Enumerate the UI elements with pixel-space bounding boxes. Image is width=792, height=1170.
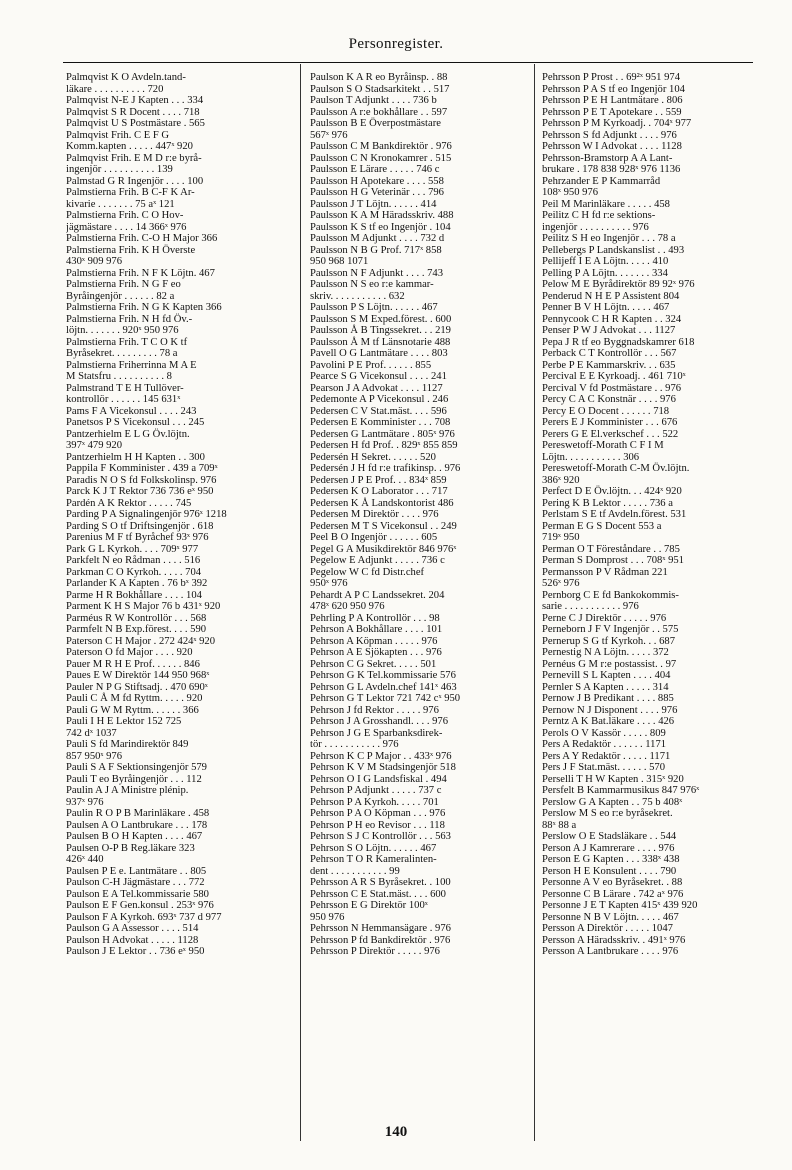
register-entry: 386ˣ 920 — [542, 474, 580, 486]
register-entry: Persfelt B Kammarmusikus 847 976ˣ — [542, 785, 700, 796]
register-entry: Paulson T Adjunkt . . . . 736 b — [310, 95, 437, 106]
register-column-1 — [66, 72, 264, 1140]
register-entry: Pehrsson A R S Byråsekret. . 100 — [310, 877, 451, 888]
register-entry: Pehrsson P Direktör . . . . . 976 — [310, 946, 440, 957]
register-entry: Palmqvist S R Docent . . . . 718 — [66, 106, 200, 118]
register-entry: Pehrson C G Sekret. . . . . 501 — [310, 658, 437, 670]
register-entry: Pedersen G Lantmätare . 805ˣ 976 — [310, 428, 455, 440]
register-entry: Paulson C-H Jägmästare . . . 772 — [66, 877, 205, 888]
register-entry: Pauli T eo Byråingenjör . . . 112 — [66, 773, 202, 785]
register-entry: Pernborg C E fd Bankokommis- — [542, 589, 679, 601]
register-entry: Paulsson C M Bankdirektör . 976 — [310, 141, 452, 152]
register-entry: 526ˣ 976 — [542, 578, 580, 589]
register-entry: 108ˣ 950 976 — [542, 187, 599, 198]
register-entry: Paulsson M Adjunkt . . . . 732 d — [310, 233, 445, 244]
register-entry: Byråingenjör . . . . . . 82 a — [66, 290, 175, 302]
register-entry: Pehrson A E Sjökapten . . . 976 — [310, 647, 442, 658]
header-rule — [63, 62, 753, 63]
register-entry: Pauli I H E Lektor 152 725 — [66, 716, 182, 727]
register-entry: Pehrson J G E Sparbanksdirek- — [310, 727, 443, 739]
register-entry: Peil M Marinläkare . . . . . 458 — [542, 198, 670, 210]
register-entry: Pauli G W M Ryttm. . . . . . 366 — [66, 704, 199, 716]
register-entry: Paulsson Å M tf Länsnotarie 488 — [310, 336, 451, 348]
register-entry: Paulsson B E Överpostmästare — [310, 118, 441, 129]
page-title: Personregister. — [348, 36, 444, 52]
register-entry: Pearce S G Vicekonsul . . . . 241 — [310, 371, 447, 382]
register-entry: Parding P A Signalingenjör 976ˣ 1218 — [66, 509, 227, 520]
register-entry: Penser P W J Advokat . . . 1127 — [542, 325, 676, 336]
register-entry: Pehrson K V M Stadsingenjör 518 — [310, 762, 456, 773]
register-entry: Paulsson N S eo r:e kammar- — [310, 279, 434, 290]
register-entry: Palmstierna Friherrinna M A E — [66, 359, 197, 371]
register-entry: Paulsson J T Löjtn. . . . . . 414 — [310, 198, 437, 210]
register-entry: Pehrsson P E T Apotekare . . 559 — [542, 106, 682, 118]
register-entry: Pehrson P A O Köpman . . . 976 — [310, 808, 446, 819]
register-entry: 478ˣ 620 950 976 — [310, 601, 385, 612]
register-entry: Pers A Redaktör . . . . . . 1171 — [542, 739, 667, 750]
register-entry: Pauli C Å M fd Ryttm. . . . . 920 — [66, 693, 203, 704]
register-entry: Pehrsson W I Advokat . . . . 1128 — [542, 141, 682, 152]
register-entry: Pernow N J Disponent . . . . 976 — [542, 704, 678, 716]
register-entry: Palmstierna Frih. T C O K tf — [66, 336, 188, 348]
register-entry: Pedersen M Direktör . . . . 976 — [310, 509, 439, 520]
register-entry: Löjtn. . . . . . . . . . . 306 — [542, 451, 640, 463]
register-entry: Pauli S A F Sektionsingenjör 579 — [66, 762, 207, 773]
register-entry: jägmästare . . . . 14 366ˣ 976 — [66, 221, 187, 233]
register-entry: Perneborn J F V Ingenjör . . 575 — [542, 624, 679, 635]
register-entry: Pehrsson P M Kyrkoadj. . 704ˣ 977 — [542, 118, 692, 129]
register-entry: Pedersén H Sekret. . . . . . 520 — [310, 451, 436, 463]
register-entry: Peel B O Ingenjör . . . . . . 605 — [310, 532, 438, 543]
register-entry: Pehrson G K Tel.kommissarie 576 — [310, 670, 456, 681]
register-entry: Park G L Kyrkoh. . . . 709ˣ 977 — [66, 543, 199, 555]
register-entry: Perbe P E Kammarskriv. . . 635 — [542, 359, 676, 371]
register-entry: Pedersen H fd Prof. . 829ˣ 855 859 — [310, 440, 458, 451]
register-entry: Paulson S O Stadsarkitekt . . 517 — [310, 83, 450, 95]
register-column-2 — [310, 72, 508, 1140]
page-number: 140 — [384, 1124, 408, 1140]
register-entry: Personne J E T Kapten 415ˣ 439 920 — [542, 900, 698, 911]
register-entry: Persson A Häradsskriv. . 491ˣ 976 — [542, 934, 686, 946]
register-entry: Pedersén J H fd r:e trafikinsp. . 976 — [310, 463, 461, 474]
register-entry: Perers E J Komminister . . . 676 — [542, 417, 678, 428]
register-entry: kontrollör . . . . . . 145 631ˣ — [66, 394, 181, 405]
register-entry: 950ˣ 976 — [310, 578, 348, 589]
register-entry: Pehrling P A Kontrollör . . . 98 — [310, 612, 440, 624]
register-entry: Paulsson N F Adjunkt . . . . 743 — [310, 267, 444, 279]
register-entry: Pering K B Lektor . . . . . 736 a — [542, 497, 673, 509]
register-entry: Pers J F Stat.mäst. . . . . . 570 — [542, 762, 666, 773]
register-entry: 719ˣ 950 — [542, 532, 580, 543]
register-entry: Perers G E El.verkschef . . . 522 — [542, 428, 679, 440]
register-entry: Pers A Y Redaktör . . . . . 1171 — [542, 750, 671, 762]
register-entry: Paulsson A r:e bokhållare . . 597 — [310, 106, 448, 118]
register-entry: Pellebergs P Landskanslist . . 493 — [542, 244, 685, 256]
register-entry: Persson A Lantbrukare . . . . 976 — [542, 946, 679, 957]
register-entry: Pernler S A Kapten . . . . . 314 — [542, 681, 669, 693]
register-entry: Pehrsson C E Stat.mäst. . . . 600 — [310, 888, 446, 900]
register-entry: Palmstierna Frih. C O Hov- — [66, 210, 184, 221]
register-entry: Parenius M F tf Byråchef 93ˣ 976 — [66, 532, 209, 543]
register-entry: Percival V fd Postmästare . . 976 — [542, 382, 682, 394]
register-entry: Pelling P A Löjtn. . . . . . . 334 — [542, 267, 668, 279]
register-entry: Perne C J Direktör . . . . . 976 — [542, 612, 667, 624]
register-entry: Pehrsson-Bramstorp A A Lant- — [542, 152, 673, 164]
register-entry: Pelow M E Byrådirektör 89 92ˣ 976 — [542, 279, 695, 290]
register-entry: Palmstad G R Ingenjör . . . . 100 — [66, 175, 204, 187]
register-entry: Paulsson K S tf eo Ingenjör . 104 — [310, 221, 451, 233]
register-entry: Pernéus G M r:e postassist. . 97 — [542, 658, 677, 670]
register-entry: Perman S Domprost . . . 708ˣ 951 — [542, 555, 684, 566]
register-entry: Pehrson P A Kyrkoh. . . . . 701 — [310, 796, 439, 808]
register-entry: Pehrson A Köpman . . . . . 976 — [310, 635, 438, 647]
register-entry: Paulsen P E e. Lantmätare . . 805 — [66, 865, 207, 877]
register-entry: Paulsson Å B Tingssekret. . . 219 — [310, 325, 451, 336]
register-entry: Panetsos P S Vicekonsul . . . 245 — [66, 417, 205, 428]
register-entry: Pehrson A Bokhållare . . . . 101 — [310, 624, 443, 635]
register-entry: Perback C T Kontrollör . . . 567 — [542, 348, 677, 359]
register-entry: Person A J Kamrerare . . . . 976 — [542, 842, 675, 854]
register-entry: Pehrson S O Löjtn. . . . . . 467 — [310, 842, 437, 854]
register-entry: Pehrsson P fd Bankdirektör . 976 — [310, 934, 451, 946]
register-entry: Paulson H Advokat . . . . . 1128 — [66, 934, 199, 946]
register-entry: Perman E G S Docent 553 a — [542, 520, 662, 532]
register-entry: Pernevill S L Kapten . . . . 404 — [542, 670, 671, 681]
register-entry: Paulson E A Tel.kommissarie 580 — [66, 888, 209, 900]
register-entry: Pepa J R tf eo Byggnadskamrer 618 — [542, 336, 695, 348]
register-entry: Perols O V Kassör . . . . . 809 — [542, 727, 666, 739]
register-entry: 567ˣ 976 — [310, 129, 348, 141]
register-entry: Pehrson K C P Major . . 433ˣ 976 — [310, 750, 452, 762]
register-entry: M Statsfru . . . . . . . . . . 8 — [66, 371, 172, 382]
register-entry: Permansson P V Rådman 221 — [542, 566, 668, 578]
register-entry: Parck K J T Rektor 736 736 eˣ 950 — [66, 486, 214, 497]
register-entry: Paulson E F Gen.konsul . 253ˣ 976 — [66, 900, 214, 911]
register-entry: 742 dˣ 1037 — [66, 727, 117, 739]
register-entry: Parméus R W Kontrollör . . . 568 — [66, 612, 207, 624]
register-entry: Parkman C O Kyrkoh. . . . . 704 — [66, 566, 202, 578]
register-entry: Percy E O Docent . . . . . . 718 — [542, 405, 670, 417]
register-entry: Pehrsson S fd Adjunkt . . . . 976 — [542, 129, 677, 141]
register-entry: Paulin A J A Ministre plénip. — [66, 785, 189, 796]
register-entry: Pedersen J P E Prof. . . 834ˣ 859 — [310, 474, 447, 486]
register-entry: Penner B V H Löjtn. . . . . 467 — [542, 302, 670, 313]
register-entry: Perslow M S eo r:e byråsekret. — [542, 808, 673, 819]
register-entry: Pehrson J A Grosshandl. . . . 976 — [310, 716, 449, 727]
register-entry: Pedemonte A P Vicekonsul . 246 — [310, 394, 449, 405]
register-entry: Palmstierna Frih. N G F eo — [66, 279, 181, 290]
register-entry: löjtn. . . . . . . 920ˣ 950 976 — [66, 325, 179, 336]
register-entry: Perfect D E Öv.löjtn. . . 424ˣ 920 — [542, 486, 682, 497]
register-entry: Pernerup S G tf Kyrkoh. . . 687 — [542, 635, 675, 647]
register-entry: kivarie . . . . . . . 75 aˣ 121 — [66, 198, 175, 210]
register-entry: Penderud N H E P Assistent 804 — [542, 290, 680, 302]
register-entry: ingenjör . . . . . . . . . . 139 — [66, 164, 173, 175]
register-entry: Pellijeff I E A Löjtn. . . . . 410 — [542, 256, 669, 267]
register-entry: Pernow J B Predikant . . . . 885 — [542, 693, 674, 704]
register-entry: Byråsekret. . . . . . . . . 78 a — [66, 348, 178, 359]
register-entry: Personne A V eo Byråsekret. . 88 — [542, 877, 683, 888]
register-entry: Peilitz S H eo Ingenjör . . . 78 a — [542, 233, 676, 244]
register-entry: Pedersen C V Stat.mäst. . . . 596 — [310, 405, 447, 417]
register-entry: Pantzerhielm E L G Öv.löjtn. — [66, 428, 190, 440]
register-entry: Pedersen K O Laborator . . . 717 — [310, 486, 448, 497]
column-divider — [300, 64, 301, 1141]
register-entry: 950 976 — [310, 911, 345, 923]
register-entry: Pehrsson P E H Lantmätare . 806 — [542, 95, 683, 106]
register-entry: 857 950ˣ 976 — [66, 750, 123, 762]
register-entry: Persson A Direktör . . . . . 1047 — [542, 923, 673, 934]
register-entry: Pehrsson N Hemmansägare . 976 — [310, 923, 451, 934]
register-entry: ingenjör . . . . . . . . . . 976 — [542, 221, 649, 233]
register-entry: Palmqvist K O Avdeln.tand- — [66, 72, 186, 83]
register-entry: Pegelow E Adjunkt . . . . . 736 c — [310, 555, 445, 566]
register-entry: Paterson C H Major . 272 424ˣ 920 — [66, 635, 216, 647]
register-entry: Pereswetoff-Morath C-M Öv.löjtn. — [542, 463, 690, 474]
register-entry: tör . . . . . . . . . . . 976 — [310, 739, 399, 750]
register-entry: Pegelow W C fd Distr.chef — [310, 566, 425, 578]
register-entry: Pedersen E Komminister . . . 708 — [310, 417, 451, 428]
register-entry: Paulson J E Lektor . . 736 eˣ 950 — [66, 946, 205, 957]
register-entry: Pedersen K Å Landskontorist 486 — [310, 497, 454, 509]
register-entry: Pennycook C H R Kapten . . 324 — [542, 313, 682, 325]
register-entry: Pehrson G L Avdeln.chef 141ˣ 463 — [310, 681, 457, 693]
register-entry: brukare . 178 838 928ˣ 976 1136 — [542, 164, 681, 175]
register-entry: Percival E E Kyrkoadj. . 461 710ˣ — [542, 371, 686, 382]
register-entry: Paulsson H Apotekare . . . . 558 — [310, 175, 444, 187]
register-entry: Paterson O fd Major . . . . 920 — [66, 647, 193, 658]
register-entry: Perlstam S E tf Avdeln.förest. 531 — [542, 509, 687, 520]
register-entry: Pavolini P E Prof. . . . . . 855 — [310, 359, 432, 371]
column-divider — [534, 64, 535, 1141]
register-entry: Pavell O G Lantmätare . . . . 803 — [310, 348, 448, 359]
register-entry: Parmfelt N B Exp.förest. . . . 590 — [66, 624, 207, 635]
register-entry: Perntz A K Bat.läkare . . . . 426 — [542, 716, 675, 727]
register-entry: Pehrsson E G Direktör 100ˣ — [310, 900, 428, 911]
register-entry: Pereswetoff-Morath C F I M — [542, 440, 664, 451]
register-entry: Pardén A K Rektor . . . . . 745 — [66, 497, 192, 509]
register-entry: Pehrson O I G Landsfiskal . 494 — [310, 773, 447, 785]
register-entry: läkare . . . . . . . . . . 720 — [66, 83, 164, 95]
register-entry: Pauli S fd Marindirektör 849 — [66, 739, 189, 750]
register-entry: Pehrsson P A S tf eo Ingenjör 104 — [542, 83, 685, 95]
register-entry: Pehrson P H eo Revisor . . . 118 — [310, 819, 445, 831]
register-entry: Pantzerhielm H H Kapten . . 300 — [66, 451, 205, 463]
register-entry: Personne C B Lärare . 742 aˣ 976 — [542, 888, 684, 900]
register-entry: Palmstierna Frih. B C-F K Ar- — [66, 187, 195, 198]
register-entry: dent . . . . . . . . . . . 99 — [310, 865, 400, 877]
register-entry: Pehrson G T Lektor 721 742 cˣ 950 — [310, 693, 461, 704]
register-entry: Paradis N O S fd Folkskolinsp. 976 — [66, 474, 217, 486]
register-entry: Palmstrand T E H Tullöver- — [66, 382, 184, 394]
register-entry: Palmqvist Frih. E M D r:e byrå- — [66, 152, 202, 164]
register-entry: Parme H R Bokhållare . . . . 104 — [66, 589, 202, 601]
register-entry: Palmstierna Frih. N F K Löjtn. 467 — [66, 267, 215, 279]
register-entry: 937ˣ 976 — [66, 796, 104, 808]
register-entry: Pegel G A Musikdirektör 846 976ˣ — [310, 543, 457, 555]
register-entry: Paues E W Direktör 144 950 968ˣ — [66, 670, 210, 681]
register-entry: Pehardt A P C Landssekret. 204 — [310, 589, 445, 601]
register-entry: Pehrsson P Prost . . 69²ˣ 951 974 — [542, 72, 680, 83]
register-entry: Pedersen M T S Vicekonsul . . 249 — [310, 520, 457, 532]
register-entry: Perman O T Föreståndare . . 785 — [542, 543, 680, 555]
register-entry: Pehrzander E P Kammarråd — [542, 175, 661, 187]
register-entry: 950 968 1071 — [310, 256, 369, 267]
register-entry: Komm.kapten . . . . . 447ˣ 920 — [66, 141, 193, 152]
register-entry: Paulson K A R eo Byråinsp. . 88 — [310, 72, 448, 83]
register-entry: Palmqvist N-E J Kapten . . . 334 — [66, 95, 204, 106]
register-entry: Parkfelt N eo Rådman . . . . 516 — [66, 555, 201, 566]
register-entry: Pernestig N A Löjtn. . . . . 372 — [542, 647, 669, 658]
register-entry: Paulsson S M Exped.förest. . 600 — [310, 313, 452, 325]
register-entry: 426ˣ 440 — [66, 854, 104, 865]
register-entry: Paulin R O P B Marinläkare . 458 — [66, 808, 210, 819]
register-entry: Paulsson C N Kronokamrer . 515 — [310, 152, 452, 164]
register-entry: Parment K H S Major 76 b 431ˣ 920 — [66, 601, 221, 612]
register-entry: 397ˣ 479 920 — [66, 440, 123, 451]
register-entry: Pauer M R H E Prof. . . . . . 846 — [66, 658, 200, 670]
register-entry: Pearson J A Advokat . . . . 1127 — [310, 382, 443, 394]
register-entry: Paulson G A Assessor . . . . 514 — [66, 923, 199, 934]
register-entry: Parlander K A Kapten . 76 bˣ 392 — [66, 578, 208, 589]
register-entry: Person E G Kapten . . . 338ˣ 438 — [542, 854, 680, 865]
register-entry: Pehrson J fd Rektor . . . . . 976 — [310, 704, 439, 716]
register-entry: Pams F A Vicekonsul . . . . 243 — [66, 405, 197, 417]
register-entry: Pehrson T O R Kameralinten- — [310, 854, 437, 865]
register-entry: Percy C A C Konstnär . . . . 976 — [542, 394, 676, 405]
register-entry: sarie . . . . . . . . . . . 976 — [542, 601, 639, 612]
register-entry: Perslow G A Kapten . . 75 b 408ˣ — [542, 796, 683, 808]
register-entry: Paulsson P S Löjtn. . . . . . 467 — [310, 302, 438, 313]
register-entry: Parding S O tf Driftsingenjör . 618 — [66, 520, 214, 532]
register-entry: Perslow O E Stadsläkare . . 544 — [542, 831, 677, 842]
register-entry: Palmqvist Frih. C E F G — [66, 129, 170, 141]
register-entry: Person H E Konsulent . . . . 790 — [542, 865, 677, 877]
register-entry: Personne N B V Löjtn. . . . . 467 — [542, 911, 679, 923]
register-entry: skriv. . . . . . . . . . . 632 — [310, 290, 405, 302]
register-entry: Palmstierna Frih. K H Överste — [66, 244, 196, 256]
register-entry: Perselli T H W Kapten . 315ˣ 920 — [542, 773, 684, 785]
register-entry: Pappila F Komminister . 439 a 709ˣ — [66, 463, 218, 474]
register-entry: Palmstierna Frih. C-O H Major 366 — [66, 233, 218, 244]
register-entry: Paulson F A Kyrkoh. 693ˣ 737 d 977 — [66, 911, 222, 923]
register-entry: Paulsson H G Veterinär . . . 796 — [310, 187, 444, 198]
register-entry: Pehrson P Adjunkt . . . . . 737 c — [310, 785, 442, 796]
register-entry: Palmqvist U S Postmästare . 565 — [66, 118, 205, 129]
register-entry: Paulsson E Lärare . . . . . 746 c — [310, 164, 440, 175]
register-entry: Peilitz C H fd r:e sektions- — [542, 210, 656, 221]
register-entry: Palmstierna Frih. N G K Kapten 366 — [66, 302, 222, 313]
register-entry: Pauler N P G Stiftsadj. . 470 690ˣ — [66, 681, 208, 693]
register-entry: Paulsen O-P B Reg.läkare 323 — [66, 842, 195, 854]
register-entry: Paulsson N B G Prof. 717ˣ 858 — [310, 244, 442, 256]
register-entry: Paulsen B O H Kapten . . . . 467 — [66, 831, 203, 842]
register-entry: Paulsen A O Lantbrukare . . . 178 — [66, 819, 208, 831]
register-entry: 88ˣ 88 a — [542, 819, 577, 831]
register-entry: Paulsson K A M Häradsskriv. 488 — [310, 210, 454, 221]
register-entry: Palmstierna Frih. N H fd Öv.- — [66, 313, 193, 325]
register-entry: Pehrson S J C Kontrollör . . . 563 — [310, 831, 451, 842]
register-column-3 — [542, 72, 752, 1140]
register-entry: 430ˣ 909 976 — [66, 256, 123, 267]
